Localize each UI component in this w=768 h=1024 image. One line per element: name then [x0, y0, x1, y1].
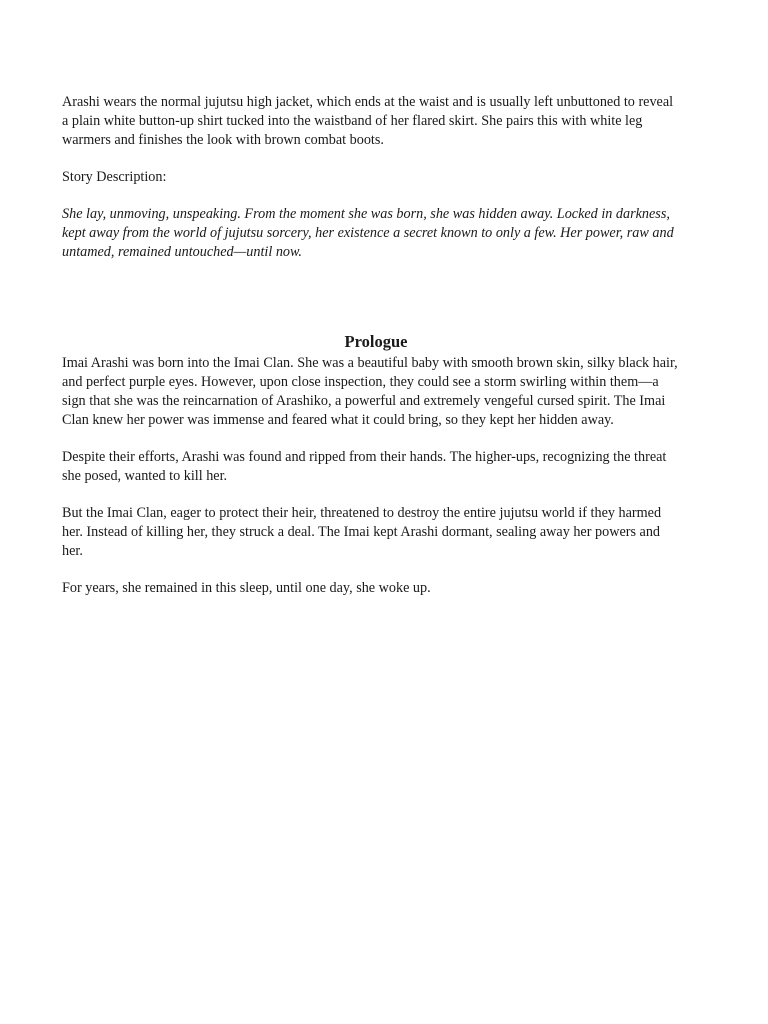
- section-spacer: [62, 280, 682, 332]
- prologue-heading: Prologue: [344, 332, 408, 351]
- prologue-paragraph-1: Imai Arashi was born into the Imai Clan. She was a beautiful baby with smooth brown skin, silky black hair, and perfect purple eyes. However, upon close inspection, they could see a storm swirling within them—a sign that she was the reincarnation of Arashiko, a powerful and extremely vengeful cursed spirit. The Imai Clan knew her power was immense and feared what it could bring, so they kept her hidden away.: [62, 355, 678, 428]
- intro-paragraph: Arashi wears the normal jujutsu high jacket, which ends at the waist and is usually left unbuttoned to reveal a plain white button-up shirt tucked into the waistband of her flared skirt. She pairs this with white leg warmers and finishes the look with brown combat boots.: [62, 94, 674, 148]
- story-description-label: Story Description:: [62, 169, 167, 185]
- story-description-text: She lay, unmoving, unspeaking. From the moment she was born, she was hidden away. Locked in darkness, kept away from the world of jujutsu sorcery, her existence a secret known to only a few. Her power, raw and untamed, remained untouched—until now.: [62, 206, 674, 260]
- prologue-paragraph-3: But the Imai Clan, eager to protect their heir, threatened to destroy the entire jujutsu world if they harmed her. Instead of killing her, they struck a deal. The Imai kept Arashi dormant, sealing away her powers and her.: [62, 505, 662, 559]
- prologue-paragraph-2: Despite their efforts, Arashi was found and ripped from their hands. The higher-ups, recognizing the threat she posed, wanted to kill her.: [62, 449, 667, 484]
- prologue-paragraph-4: For years, she remained in this sleep, until one day, she woke up.: [62, 580, 431, 596]
- document-body: [62, 93, 682, 616]
